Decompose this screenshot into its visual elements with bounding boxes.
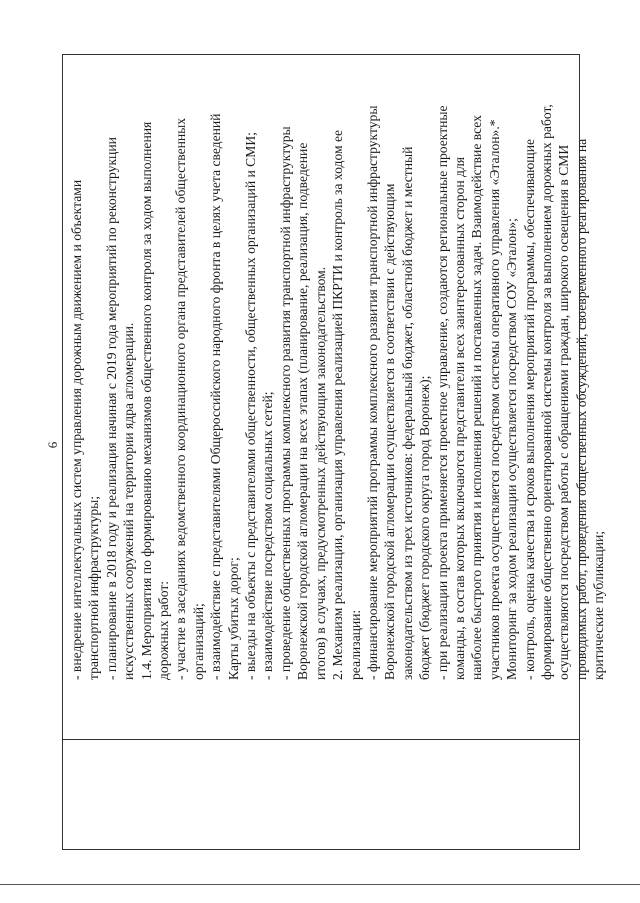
text-line: Мониторинг за ходом реализации осуществляется посредством СОУ «Эталон»; bbox=[504, 218, 520, 680]
text-line: бюджет (бюджет городского округа город Воронеж); bbox=[417, 375, 433, 680]
text-line: - финансирование мероприятий программы комплексного развития транспортной инфраструктуры bbox=[364, 105, 380, 680]
text-line: наиболее быстрого принятия и исполнения решений и поставленных задач. Взаимодействие всех bbox=[469, 115, 485, 680]
text-line: Воронежской городской агломерации на всех этапах (планирование, реализация, подведение bbox=[295, 142, 311, 680]
text-line: законодательством из трех источников: федеральный бюджет, областной бюджет и местный bbox=[399, 146, 415, 680]
text-line: организаций; bbox=[190, 603, 206, 680]
text-line: Карты убитых дорог; bbox=[225, 557, 241, 680]
text-line: команды, в состав которых включаются представители всех заинтересованных сторон для bbox=[451, 156, 467, 680]
scan-edge-line bbox=[0, 884, 640, 885]
text-line: транспортной инфраструктуры; bbox=[86, 495, 102, 680]
text-line: дорожных работ: bbox=[156, 580, 172, 680]
table-column-divider bbox=[63, 739, 579, 740]
text-line: формирование общественно ориентированной системы контроля за выполнением дорожных работ, bbox=[538, 104, 554, 680]
text-line: - внедрение интеллектуальных систем управления дорожным движением и объектами bbox=[69, 179, 84, 680]
text-line: - выезды на объекты с представителями общественности, общественных организаций и СМИ; bbox=[243, 132, 259, 680]
text-line: - проведение общественных программы комплексного развития транспортной инфраструктуры bbox=[277, 126, 293, 680]
text-line: - при реализации проекта применяется проектное управление, создаются региональные проектные bbox=[434, 105, 450, 680]
text-line: - планирование в 2018 году и реализация начиная с 2019 года мероприятий по реконструкции bbox=[103, 137, 119, 680]
text-line: - контроль, оценка качества и сроков выполнения мероприятий программы, обеспечивающие bbox=[521, 138, 537, 680]
text-line: итогов) в случаях, предусмотренных действующим законодательством. bbox=[312, 266, 328, 680]
text-line: - взаимодействие посредством социальных сетей; bbox=[260, 391, 276, 680]
text-line: - участие в заседаниях ведомственного координационного органа представителей общественных bbox=[173, 117, 189, 680]
text-line: - взаимодействие с представителями Общероссийского народного фронта в целях учета сведений bbox=[208, 113, 224, 680]
text-line: проводимых работ, проведения общественных обсуждений, своевременного реагирования на bbox=[573, 138, 589, 680]
document-body bbox=[68, 44, 607, 680]
text-line: искусственных сооружений на территории ядра агломерации. bbox=[121, 322, 137, 680]
text-line: Воронежской городской агломерации осуществляется в соответствии с действующим bbox=[382, 183, 398, 680]
text-line: реализации: bbox=[347, 609, 363, 680]
page-number: 6 bbox=[45, 441, 60, 449]
text-line: 1.4. Мероприятия по формированию механизмов общественного контроля за ходом выполнения bbox=[138, 121, 154, 680]
text-line: осуществляются посредством работы с обращениями граждан, широкого освещения в СМИ bbox=[556, 144, 572, 680]
text-line: участников проекта осуществляется посредством системы оперативного управления «Эталон».* bbox=[486, 119, 502, 680]
text-line: критические публикации; bbox=[591, 530, 607, 680]
text-line: 2. Механизм реализации, организация управления реализацией ПКРТИ и контроль за ходом ее bbox=[330, 129, 346, 680]
